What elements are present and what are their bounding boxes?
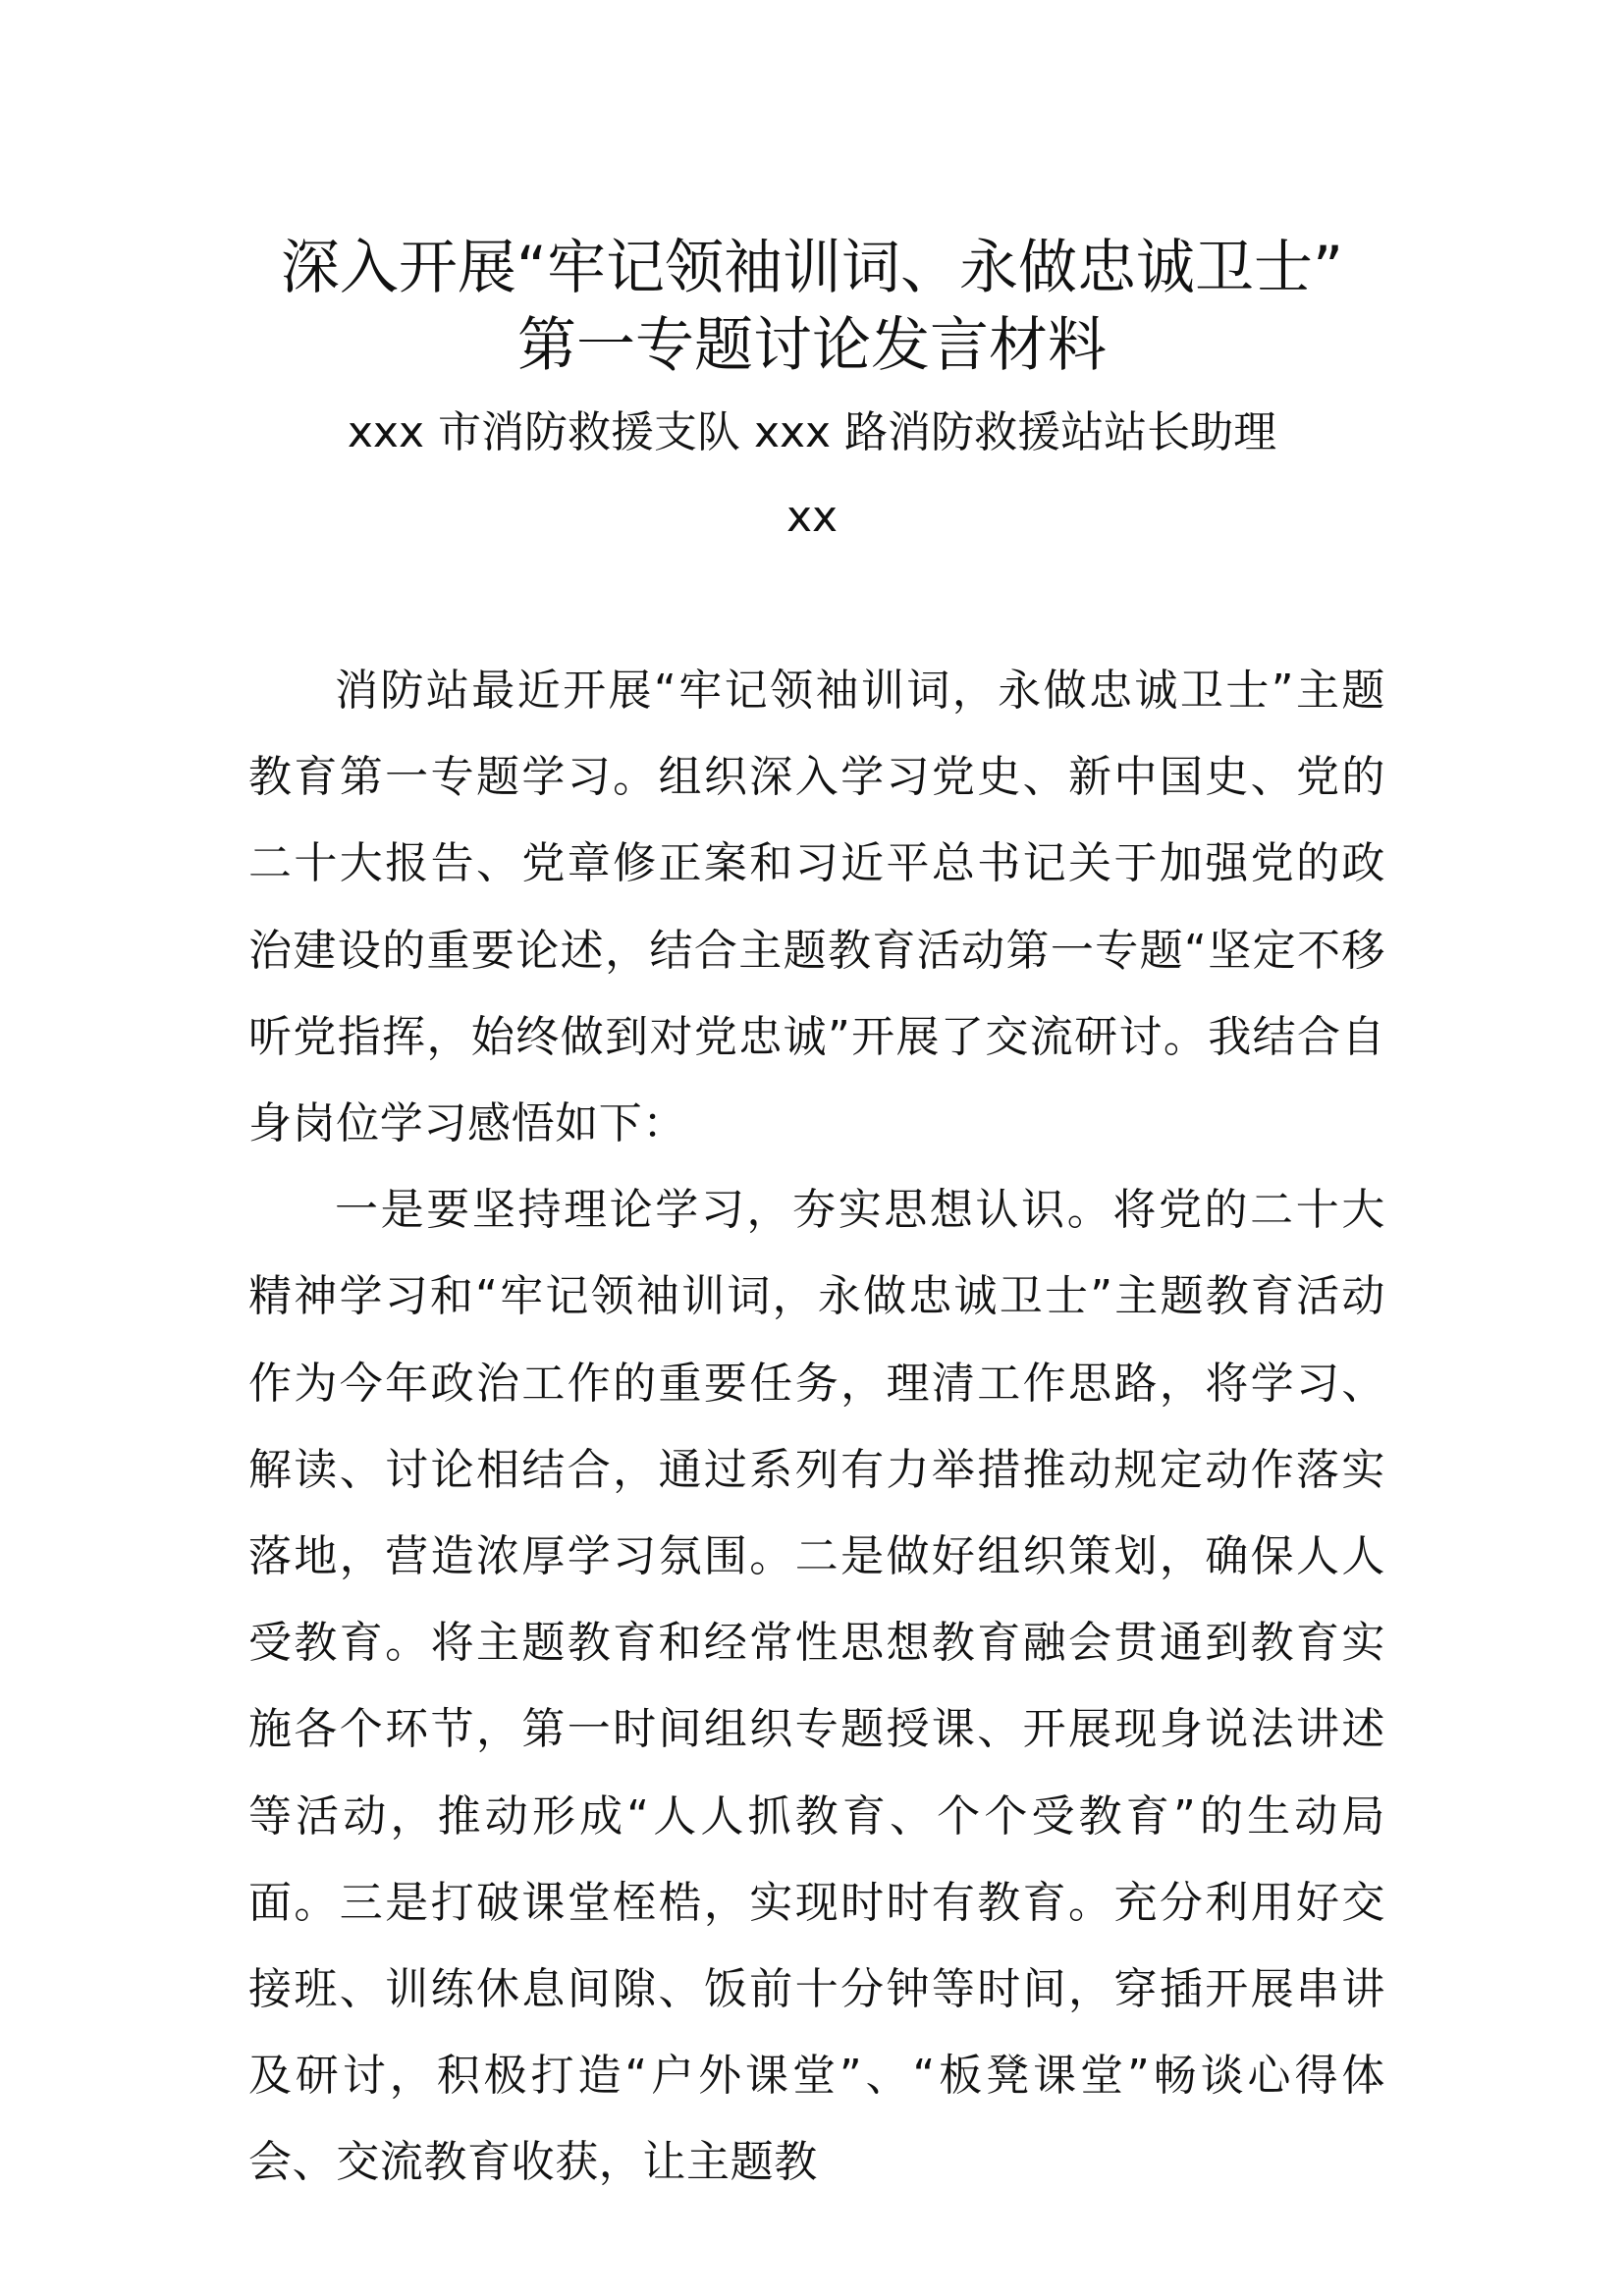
author-affiliation: xxx 市消防救援支队 xxx 路消防救援站站长助理 (347, 407, 1277, 457)
author-name: xx (785, 492, 839, 542)
document-body (248, 648, 1385, 2207)
document-title-line-1: 深入开展“牢记领袖训词、永做忠诚卫士” (280, 234, 1344, 302)
document-title-line-2: 第一专题讨论发言材料 (517, 311, 1107, 380)
body-paragraph: 一是要坚持理论学习，夯实思想认识。将党的二十大精神学习和“牢记领袖训词，永做忠诚卫士”主题教育活动作为今年政治工作的重要任务，理清工作思路，将学习、解读、讨论相结合，通过系列有力举措推动规定动作落实落地，营造浓厚学习氛围。二是做好组织策划，确保人人受教育。将主题教育和经常性思想教育融会贯通到教育实施各个环节，第一时间组织专题授课、开展现身说法讲述等活动，推动形成“人人抓教育、个个受教育”的生动局面。三是打破课堂桎梏，实现时时有教育。充分利用好交接班、训练休息间隙、饭前十分钟等时间，穿插开展串讲及研讨，积极打造“户外课堂”、“板凳课堂”畅谈心得体会、交流教育收获，让主题教 (248, 1185, 1385, 2188)
body-paragraph: 消防站最近开展“牢记领袖训词，永做忠诚卫士”主题教育第一专题学习。组织深入学习党史、新中国史、党的二十大报告、党章修正案和习近平总书记关于加强党的政治建设的重要论述，结合主题教育活动第一专题“坚定不移听党指挥，始终做到对党忠诚”开展了交流研讨。我结合自身岗位学习感悟如下： (248, 666, 1385, 1149)
